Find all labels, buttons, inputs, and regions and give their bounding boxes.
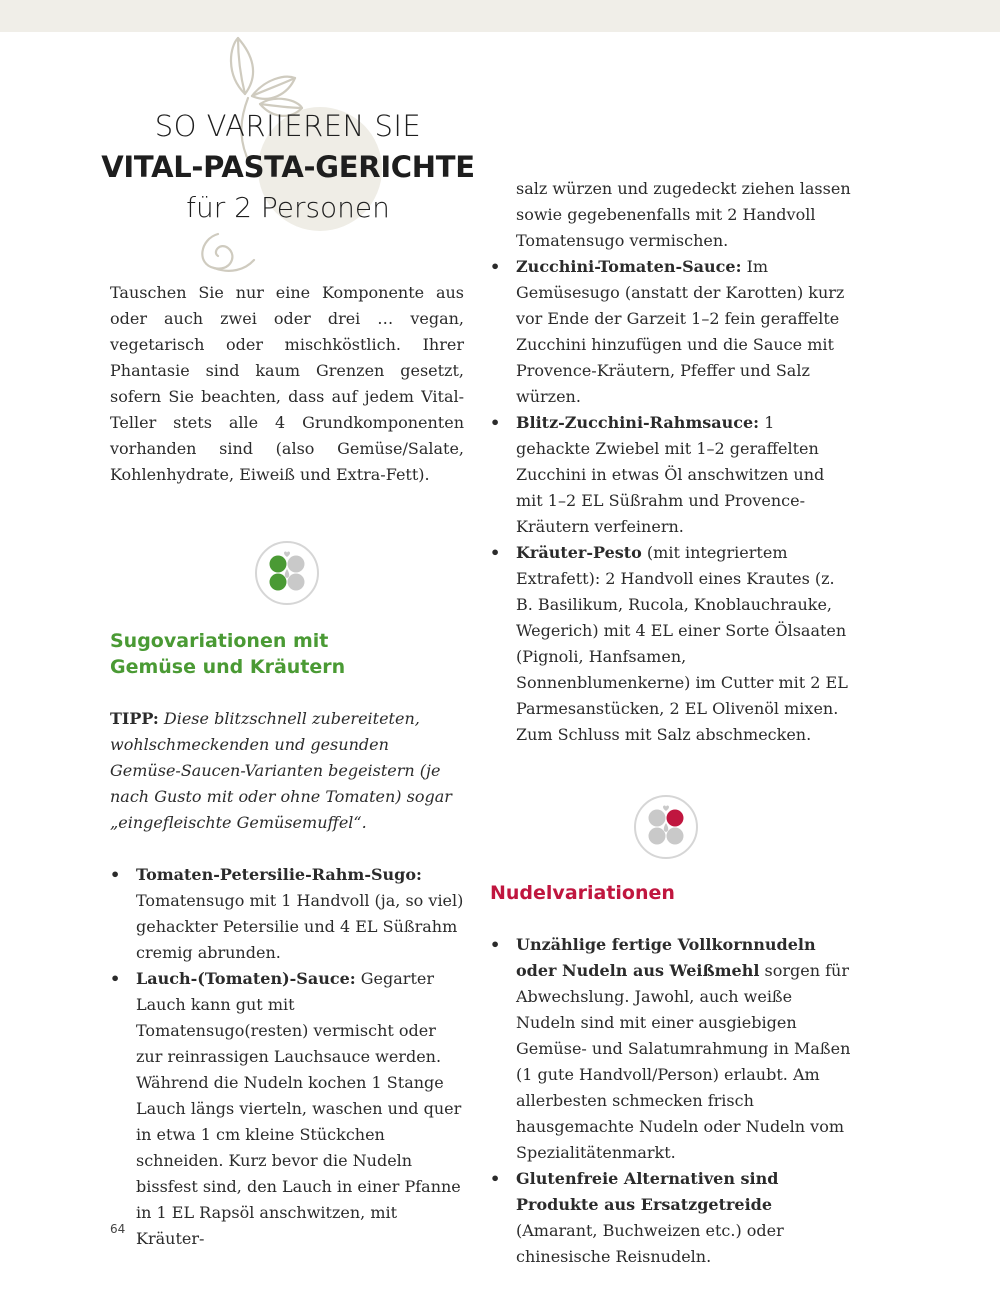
bullet-icon: • — [110, 865, 121, 884]
item-text: Im Gemüsesugo (anstatt der Karotten) kurz vor Ende der Garzeit 1–2 fein geraffelte Zucchini hinzufügen und die Sauce mit Provence-Kräutern, Pfeffer und Salz würzen. — [516, 257, 845, 406]
title-line-3: für 2 Personen — [186, 191, 390, 224]
tipp-paragraph — [110, 706, 464, 836]
bullet-icon: • — [490, 257, 501, 276]
sugo-list-left — [110, 862, 464, 1252]
intro-paragraph: Tauschen Sie nur eine Komponente aus oder auch zwei oder drei … vegan, vegetarisch oder mischköstlich. Ihrer Phantasie sind kaum Grenzen gesetzt, sofern Sie beachten, dass auf jedem Vital-Teller stets alle 4 Grundkomponenten vorhanden sind (also Gemüse/Salate, Kohlenhydrate, Eiweiß und Extra-Fett). — [110, 283, 464, 484]
tipp-text: Diese blitzschnell zubereiteten, wohlschmeckenden und gesunden Gemüse-Saucen-Varianten begeistern (je nach Gusto mit oder ohne Tomaten) sogar „eingefleischte Gemüsemuffel“. — [110, 709, 452, 832]
item-title: Kräuter-Pesto — [516, 543, 642, 562]
item-title: Glutenfreie Alternativen sind Produkte aus Ersatzgetreide — [516, 1169, 779, 1214]
page-number: 64 — [110, 1222, 126, 1236]
right-column — [490, 176, 852, 1270]
tipp-label: TIPP: — [110, 709, 159, 728]
plate-vegetables-icon — [254, 540, 320, 606]
bullet-icon: • — [490, 1169, 501, 1188]
item-title: Blitz-Zucchini-Rahmsauce: — [516, 413, 760, 432]
sugo-list-right — [490, 176, 852, 748]
continuation-text: salz würzen und zugedeckt ziehen lassen sowie gegebenenfalls mit 2 Handvoll Tomatensugo vermischen. — [516, 179, 851, 250]
item-text: (mit integriertem Extrafett): 2 Handvoll eines Krautes (z. B. Basilikum, Rucola, Knoblauchrauke, Wegerich) mit 4 EL einer Sorte Ölsaaten (Pignoli, Hanfsamen, Sonnenblumenkerne) im Cutter mit 2 EL Parmesanstücken, 2 EL Olivenöl mixen. Zum Schluss mit Salz abschmecken. — [516, 543, 848, 744]
nudel-heading: Nudelvariationen — [490, 882, 675, 904]
item-text: Gegarter Lauch kann gut mit Tomatensugo(resten) vermischt oder zur reinrassigen Lauchsauce werden. Während die Nudeln kochen 1 Stange Lauch längs vierteln, waschen und quer in etwa 1 cm kleine Stückchen schneiden. Kurz bevor die Nudeln bissfest sind, den Lauch in einer Pfanne in 1 EL Rapsöl anschwitzen, mit Kräuter- — [136, 969, 462, 1248]
page-title — [98, 106, 478, 228]
title-line-2: VITAL-PASTA-GERICHTE — [101, 150, 475, 184]
plate-carbohydrates-icon — [633, 794, 699, 860]
list-item — [110, 966, 464, 1252]
bullet-icon: • — [490, 543, 501, 562]
list-item — [490, 540, 852, 748]
bullet-icon: • — [490, 413, 501, 432]
sugo-heading-line-1: Sugovariationen mit — [110, 630, 329, 652]
item-title: Lauch-(Tomaten)-Sauce: — [136, 969, 356, 988]
list-item — [490, 1166, 852, 1270]
item-title: Zucchini-Tomaten-Sauce: — [516, 257, 742, 276]
list-item — [110, 862, 464, 966]
item-title: Tomaten-Petersilie-Rahm-Sugo: — [136, 865, 422, 884]
item-text: 1 gehackte Zwiebel mit 1–2 geraffelten Zucchini in etwas Öl anschwitzen und mit 1–2 EL Süßrahm und Provence-Kräutern verfeinern. — [516, 413, 825, 536]
item-text: (Amarant, Buchweizen etc.) oder chinesische Reisnudeln. — [516, 1221, 784, 1266]
list-item — [490, 932, 852, 1166]
sugo-heading-line-2: Gemüse und Kräutern — [110, 656, 346, 678]
bullet-icon: • — [110, 969, 121, 988]
left-column — [110, 280, 464, 1252]
item-title: Unzählige fertige Vollkornnudeln oder Nudeln aus Weißmehl — [516, 935, 816, 980]
item-text: sorgen für Abwechslung. Jawohl, auch weiße Nudeln sind mit einer ausgiebigen Gemüse- und Salatumrahmung in Maßen (1 gute Handvoll/Person) erlaubt. Am allerbesten schmecken frisch hausgemachte Nudeln oder Nudeln vom Spezialitätenmarkt. — [516, 961, 851, 1162]
sugo-heading — [110, 628, 464, 680]
item-text: Tomatensugo mit 1 Handvoll (ja, so viel) gehackter Petersilie und 4 EL Süßrahm cremig abrunden. — [136, 891, 464, 962]
list-item-continuation — [490, 176, 852, 254]
bullet-icon: • — [490, 935, 501, 954]
top-band — [0, 0, 1000, 32]
nudel-list — [490, 932, 852, 1270]
title-line-1: SO VARIIEREN SIE — [154, 109, 422, 143]
list-item — [490, 410, 852, 540]
list-item — [490, 254, 852, 410]
